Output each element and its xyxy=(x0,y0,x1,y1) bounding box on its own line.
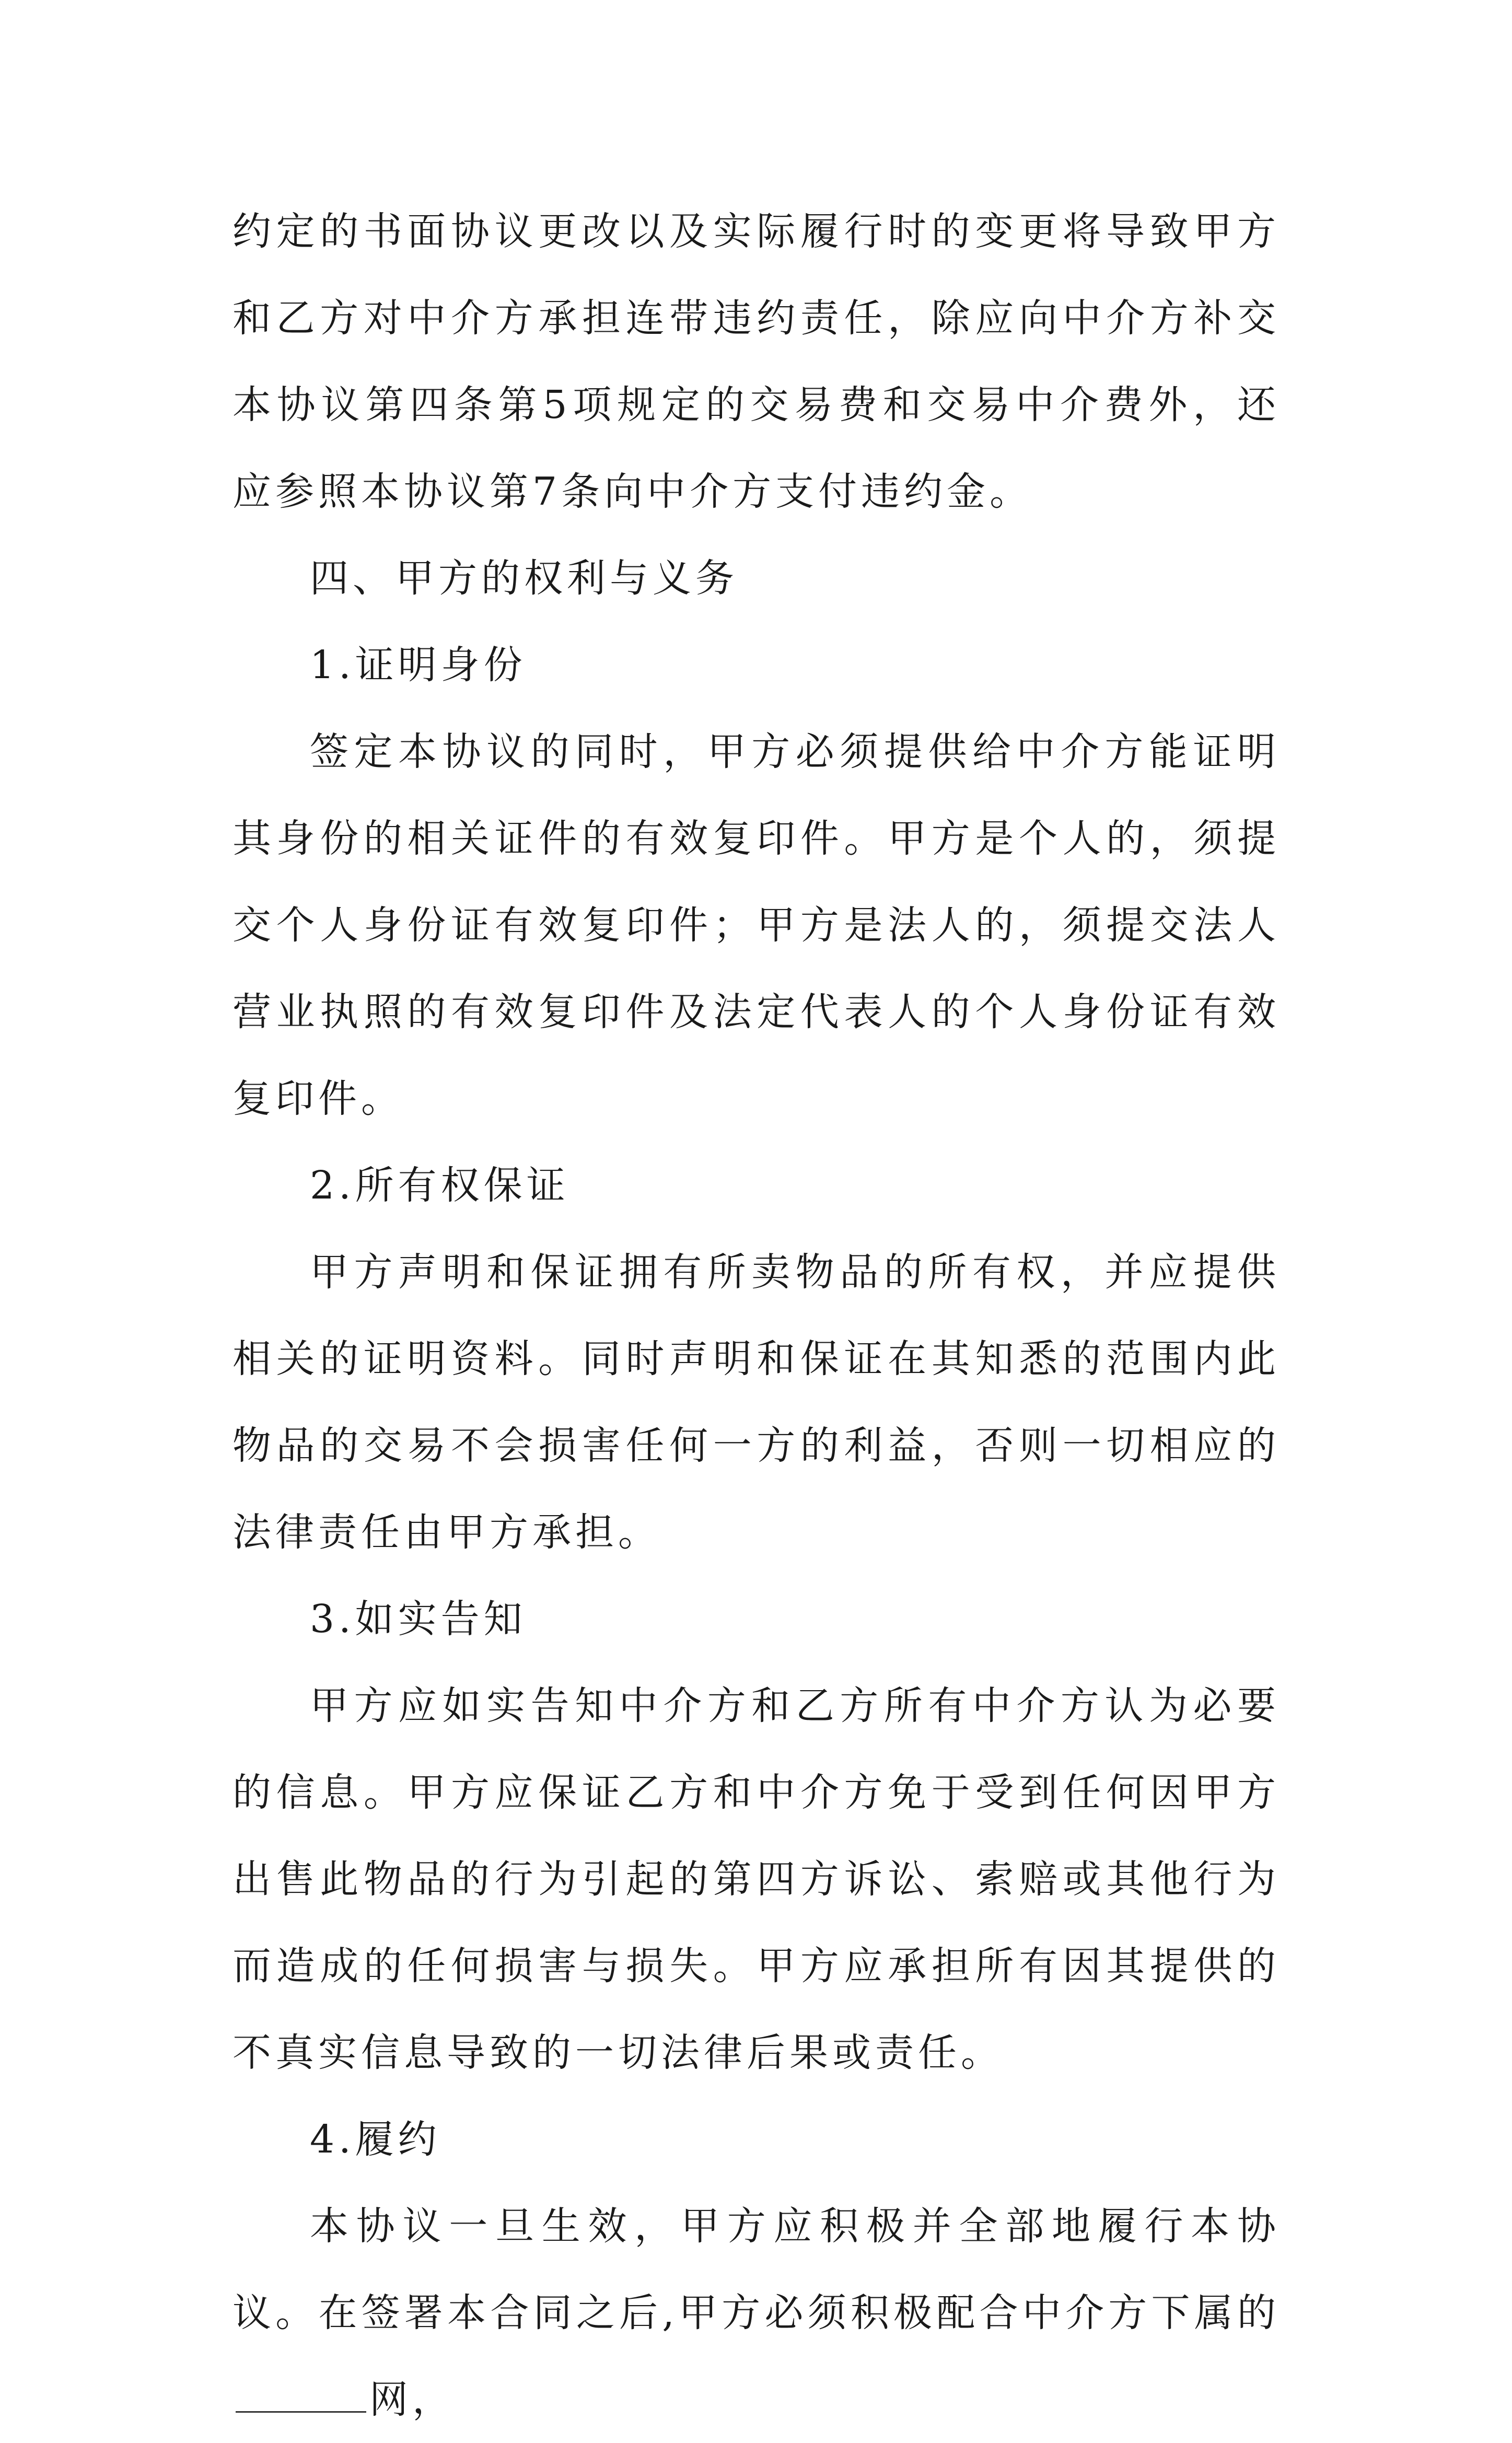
item-heading-2: 2.所有权保证 xyxy=(310,1163,569,1208)
item-heading-1: 1.证明身份 xyxy=(310,643,527,688)
document-body xyxy=(232,188,1280,2443)
item-body-3: 甲方应如实告知中介方和乙方所有中介方认为必要的信息。甲方应保证乙方和中介方免于受到任何因甲方出售此物品的行为引起的第四方诉讼、索赔或其他行为而造成的任何损害与损失。甲方应承担所有因其提供的不真实信息导致的一切法律后果或责任。 xyxy=(232,1683,1280,2075)
fill-in-blank xyxy=(236,2380,366,2413)
item-heading-3: 3.如实告知 xyxy=(310,1597,527,1642)
item-body-4-tail: 网， xyxy=(369,2377,455,2422)
item-body-1: 签定本协议的同时，甲方必须提供给中介方能证明其身份的相关证件的有效复印件。甲方是个人的，须提交个人身份证有效复印件；甲方是法人的，须提交法人营业执照的有效复印件及法定代表人的个人身份证有效复印件。 xyxy=(232,729,1280,1121)
paragraph-continued: 约定的书面协议更改以及实际履行时的变更将导致甲方和乙方对中介方承担连带违约责任，除应向中介方补交本协议第四条第5项规定的交易费和交易中介费外，还应参照本协议第7条向中介方支付违约金。 xyxy=(232,209,1280,514)
section-heading-4: 四、甲方的权利与义务 xyxy=(310,556,738,601)
item-body-4-text: 本协议一旦生效，甲方应积极并全部地履行本协议。在签署本合同之后,甲方必须积极配合中介方下属的 xyxy=(232,2204,1280,2335)
item-heading-4: 4.履约 xyxy=(310,2117,441,2162)
item-body-2: 甲方声明和保证拥有所卖物品的所有权，并应提供相关的证明资料。同时声明和保证在其知悉的范围内此物品的交易不会损害任何一方的利益，否则一切相应的法律责任由甲方承担。 xyxy=(232,1250,1280,1555)
item-body-4 xyxy=(232,2183,1280,2443)
